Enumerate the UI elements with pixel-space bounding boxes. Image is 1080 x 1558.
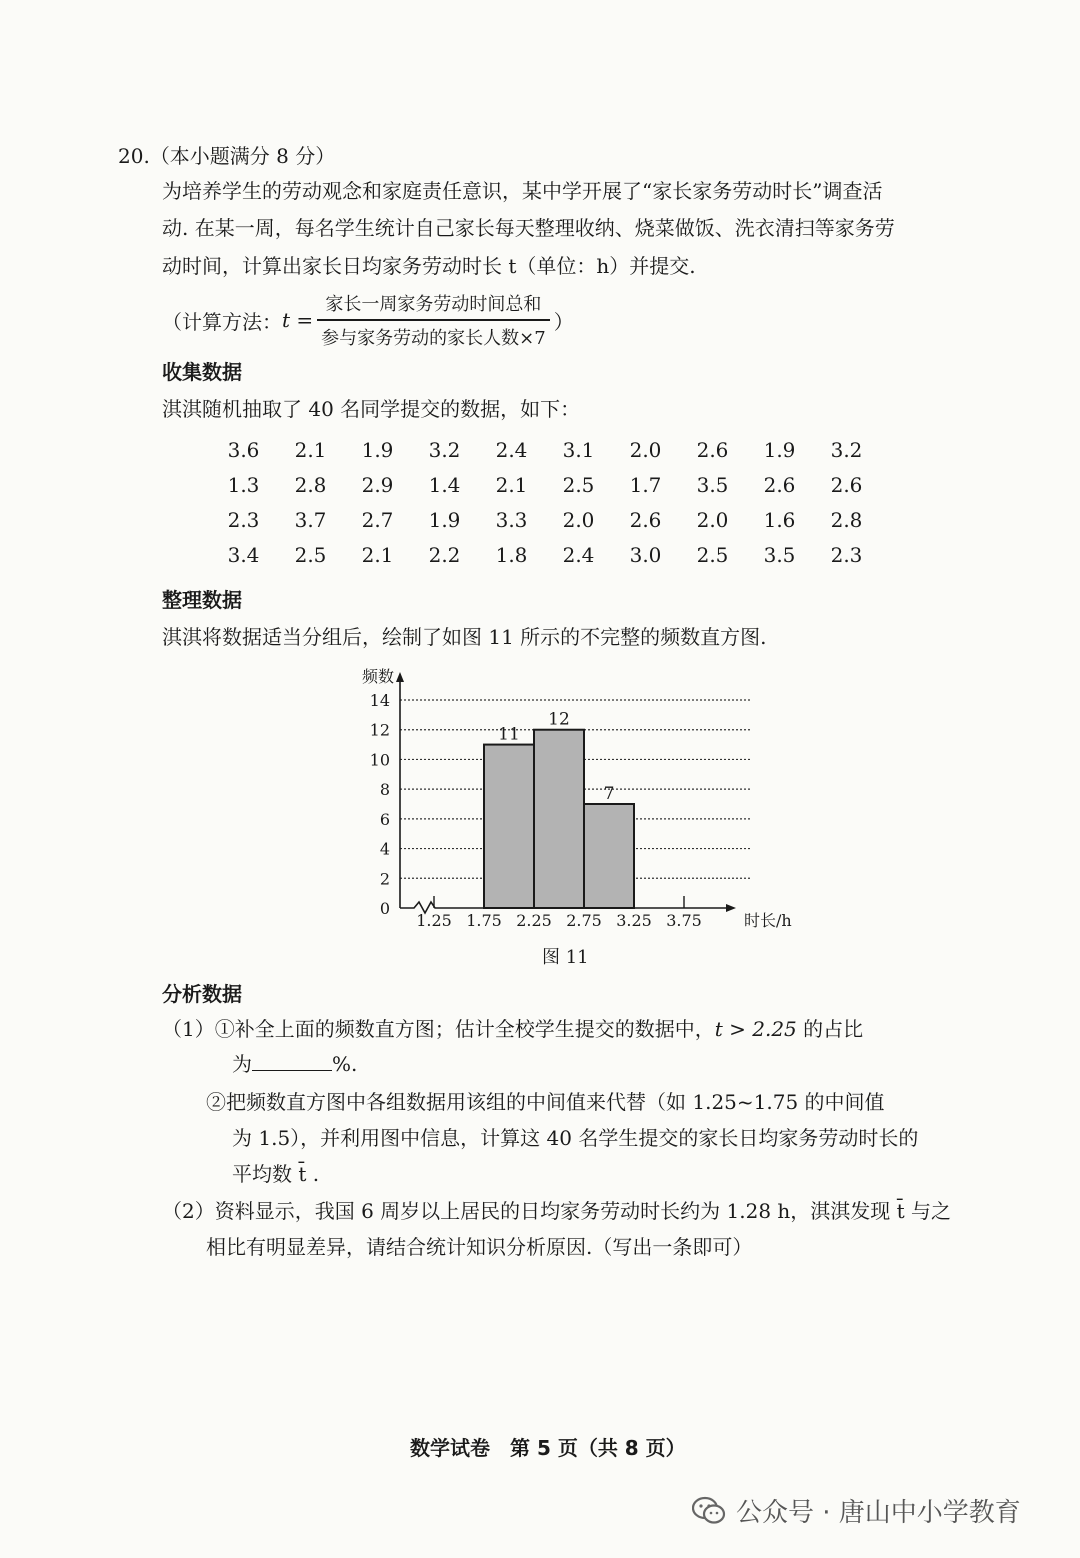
intro-line-3: 动时间，计算出家长日均家务劳动时长 t（单位：h）并提交. [162,254,696,278]
page-footer: 数学试卷 第 5 页（共 8 页） [410,1436,686,1460]
x-tick-label: 2.75 [566,911,602,930]
data-cell: 2.3 [227,507,260,532]
data-cell: 1.9 [428,507,461,532]
data-cell: 2.1 [294,437,327,462]
y-tick-label: 10 [369,750,390,770]
data-cell: 2.0 [562,507,595,532]
q1-line2-end: %. [332,1052,358,1076]
data-cell: 1.4 [428,472,461,497]
question-1-part-a [162,1015,863,1043]
data-cell: 2.7 [361,507,394,532]
question-1-part-b-line-3: 平均数 t̄ . [232,1162,320,1186]
data-table [210,432,880,572]
data-cell: 3.7 [294,507,327,532]
data-cell: 2.4 [562,542,595,567]
data-cell: 2.8 [294,472,327,497]
formula-numerator: 家长一周家务劳动时间总和 [325,294,542,315]
question-number: 20. [118,144,150,168]
formula-prefix: （计算方法： [162,309,282,334]
data-cell: 1.9 [361,437,394,462]
frequency-histogram [340,662,800,937]
y-tick-label: 0 [379,899,390,918]
data-cell: 2.6 [830,472,863,497]
question-2-line-1: （2）资料显示，我国 6 周岁以上居民的日均家务劳动时长约为 1.28 h，淇淇发现 t̄ 与之 [162,1199,952,1223]
bar-value-label: 7 [603,784,615,804]
data-cell: 2.6 [629,507,662,532]
organize-description: 淇淇将数据适当分组后，绘制了如图 11 所示的不完整的频数直方图. [162,625,767,649]
bar-value-label: 12 [548,709,570,730]
x-tick-label: 3.75 [666,911,702,930]
bar-value-label: 11 [498,724,520,745]
wechat-icon [692,1496,726,1526]
question-2-line-2: 相比有明显差异，请结合统计知识分析原因.（写出一条即可） [206,1235,753,1259]
question-header [118,142,335,170]
answer-blank[interactable] [252,1050,332,1071]
data-cell: 2.6 [763,472,796,497]
watermark-text: 公众号 · 唐山中小学教育 [736,1498,1021,1528]
data-cell: 3.4 [227,542,260,567]
q1-suffix: 的占比 [796,1017,864,1041]
data-cell: 3.1 [562,437,595,462]
formula-denominator: 参与家务劳动的家长人数×7 [321,328,546,349]
calculation-formula [162,292,574,348]
collect-description: 淇淇随机抽取了 40 名同学提交的数据，如下： [162,397,581,421]
y-tick-label: 8 [379,780,390,800]
y-tick-label: 12 [369,720,390,740]
y-axis-arrow [396,672,404,682]
formula-suffix: ） [553,309,574,334]
histogram-bar [484,745,534,908]
collect-heading: 收集数据 [162,360,242,384]
question-1-part-b-line-2: 为 1.5），并利用图中信息，计算这 40 名学生提交的家长日均家务劳动时长的 [232,1126,919,1150]
data-row [210,467,880,502]
data-cell: 2.4 [495,437,528,462]
figure-caption: 图 11 [542,947,589,968]
data-cell: 3.0 [629,542,662,567]
formula-variable: t = [282,308,314,332]
data-cell: 2.2 [428,542,461,567]
data-cell: 2.6 [696,437,729,462]
q1-line2-start: 为 [232,1052,252,1076]
question-1-part-a-line-2 [232,1050,357,1078]
data-cell: 3.2 [830,437,863,462]
watermark [692,1492,1021,1529]
x-tick-label: 1.75 [466,911,502,930]
data-cell: 2.8 [830,507,863,532]
y-axis-label: 频数 [361,667,394,686]
histogram-bar [584,804,634,908]
analyze-heading: 分析数据 [162,982,242,1006]
data-cell: 2.5 [696,542,729,567]
histogram-bar [534,730,584,908]
data-row [210,502,880,537]
question-points: （本小题满分 8 分） [149,144,336,168]
x-tick-label: 3.25 [616,911,652,930]
q1-condition: t > 2.25 [714,1017,797,1041]
data-row [210,537,880,572]
x-tick-label: 2.25 [516,911,552,930]
x-tick-label: 1.25 [416,911,452,930]
data-cell: 2.3 [830,542,863,567]
data-cell: 3.5 [696,472,729,497]
data-cell: 1.8 [495,542,528,567]
formula-fraction [317,290,550,350]
data-cell: 2.5 [294,542,327,567]
data-cell: 3.6 [227,437,260,462]
y-tick-label: 14 [369,691,390,710]
data-cell: 1.7 [629,472,662,497]
data-cell: 1.3 [227,472,260,497]
organize-heading: 整理数据 [162,588,242,612]
data-cell: 3.3 [495,507,528,532]
data-cell: 3.2 [428,437,461,462]
y-tick-label: 2 [379,869,390,889]
data-cell: 2.5 [562,472,595,497]
data-cell: 2.0 [696,507,729,532]
question-1-part-b-line-1: ②把频数直方图中各组数据用该组的中间值来代替（如 1.25~1.75 的中间值 [206,1090,885,1114]
data-cell: 1.9 [763,437,796,462]
data-cell: 1.6 [763,507,796,532]
data-cell: 2.0 [629,437,662,462]
data-row [210,432,880,467]
data-cell: 3.5 [763,542,796,567]
data-cell: 2.1 [495,472,528,497]
intro-line-2: 动. 在某一周，每名学生统计自己家长每天整理收纳、烧菜做饭、洗衣清扫等家务劳 [162,216,895,240]
x-axis-arrow [726,904,736,912]
q1-prefix: （1）①补全上面的频数直方图；估计全校学生提交的数据中， [162,1017,715,1041]
intro-line-1: 为培养学生的劳动观念和家庭责任意识，某中学开展了“家长家务劳动时长”调查活 [162,179,883,203]
data-cell: 2.1 [361,542,394,567]
data-cell: 2.9 [361,472,394,497]
y-tick-label: 4 [379,839,390,859]
y-tick-label: 6 [379,809,390,829]
x-axis-label: 时长/h [744,911,792,930]
